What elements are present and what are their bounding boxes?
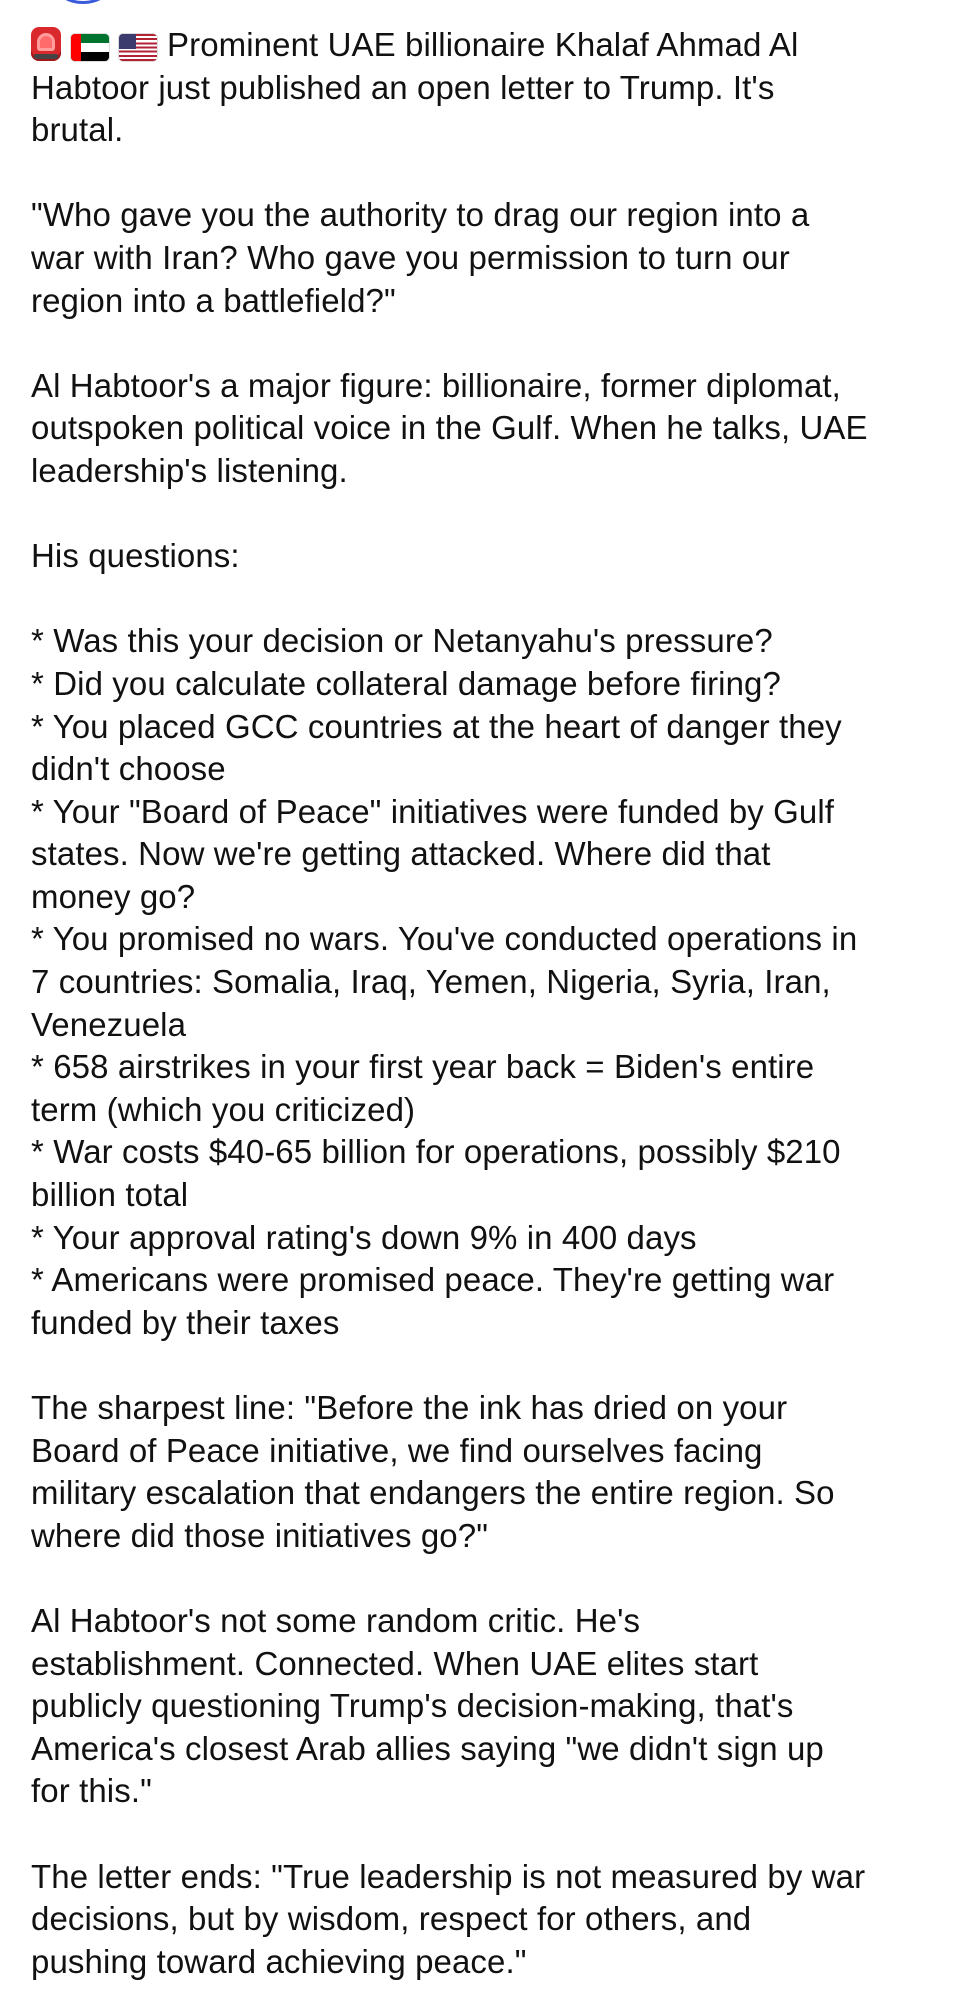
intro-paragraph xyxy=(31,24,961,152)
figure-line: outspoken political voice in the Gulf. When he talks, UAE xyxy=(31,409,868,447)
questions-list xyxy=(31,620,961,1344)
list-item-continuation: Venezuela xyxy=(31,1005,187,1043)
critic-line: establishment. Connected. When UAE elites start xyxy=(31,1644,759,1682)
list-item: * You promised no wars. You've conducted operations in xyxy=(31,920,858,958)
figure-line: leadership's listening. xyxy=(31,451,348,489)
quote-line: war with Iran? Who gave you permission to turn our xyxy=(31,238,790,276)
critic-line: for this." xyxy=(31,1772,152,1810)
list-item: * Your "Board of Peace" initiatives were funded by Gulf xyxy=(31,792,835,830)
list-item-continuation: didn't choose xyxy=(31,750,226,788)
avatar[interactable] xyxy=(56,0,110,4)
figure-paragraph xyxy=(31,365,961,493)
critic-line: publicly questioning Trump's decision-making, that's xyxy=(31,1687,794,1725)
list-item-continuation: funded by their taxes xyxy=(31,1303,340,1341)
questions-header: His questions: xyxy=(31,537,240,575)
sharpest-line: Board of Peace initiative, we find ourselves facing xyxy=(31,1431,763,1469)
figure-line: Al Habtoor's a major figure: billionaire, former diplomat, xyxy=(31,366,841,404)
list-item: * Americans were promised peace. They're getting war xyxy=(31,1261,835,1299)
sharpest-line: The sharpest line: "Before the ink has dried on your xyxy=(31,1389,788,1426)
usa-flag-icon xyxy=(119,34,157,61)
rotating-light-icon xyxy=(31,27,61,61)
ending-paragraph xyxy=(31,1856,961,1984)
quote-paragraph xyxy=(31,194,961,322)
questions-header-paragraph xyxy=(31,535,961,578)
sharpest-line: where did those initiatives go?" xyxy=(31,1516,489,1554)
uae-flag-icon xyxy=(71,34,109,61)
intro-text: Prominent UAE billionaire Khalaf Ahmad Al xyxy=(167,26,799,63)
list-item: * Did you calculate collateral damage before firing? xyxy=(31,664,781,702)
quote-line: region into a battlefield?" xyxy=(31,281,396,319)
intro-line: brutal. xyxy=(31,111,124,149)
ending-line: decisions, but by wisdom, respect for others, and xyxy=(31,1900,752,1938)
list-item: * Was this your decision or Netanyahu's pressure? xyxy=(31,622,773,660)
list-item: * You placed GCC countries at the heart of danger they xyxy=(31,707,842,745)
intro-line-1 xyxy=(31,24,961,67)
critic-line: America's closest Arab allies saying "we didn't sign up xyxy=(31,1729,824,1767)
list-item-continuation: billion total xyxy=(31,1176,189,1214)
list-item: * Your approval rating's down 9% in 400 days xyxy=(31,1218,697,1256)
list-item: * War costs $40-65 billion for operations, possibly $210 xyxy=(31,1133,841,1171)
quote-line: "Who gave you the authority to drag our region into a xyxy=(31,196,810,234)
ending-line: The letter ends: "True leadership is not measured by war xyxy=(31,1857,866,1895)
intro-line: Habtoor just published an open letter to Trump. It's xyxy=(31,68,775,106)
critic-line: Al Habtoor's not some random critic. He's xyxy=(31,1601,641,1639)
list-item-continuation: states. Now we're getting attacked. Where did that xyxy=(31,835,771,873)
ending-line: pushing toward achieving peace." xyxy=(31,1942,527,1980)
list-item-continuation: money go? xyxy=(31,877,196,915)
list-item-continuation: 7 countries: Somalia, Iraq, Yemen, Nigeria, Syria, Iran, xyxy=(31,963,831,1001)
critic-paragraph xyxy=(31,1600,961,1813)
post-body xyxy=(31,24,961,2000)
sharpest-line: military escalation that endangers the entire region. So xyxy=(31,1474,835,1512)
list-item: * 658 airstrikes in your first year back = Biden's entire xyxy=(31,1048,815,1086)
sharpest-paragraph xyxy=(31,1387,961,1557)
list-item-continuation: term (which you criticized) xyxy=(31,1090,416,1128)
